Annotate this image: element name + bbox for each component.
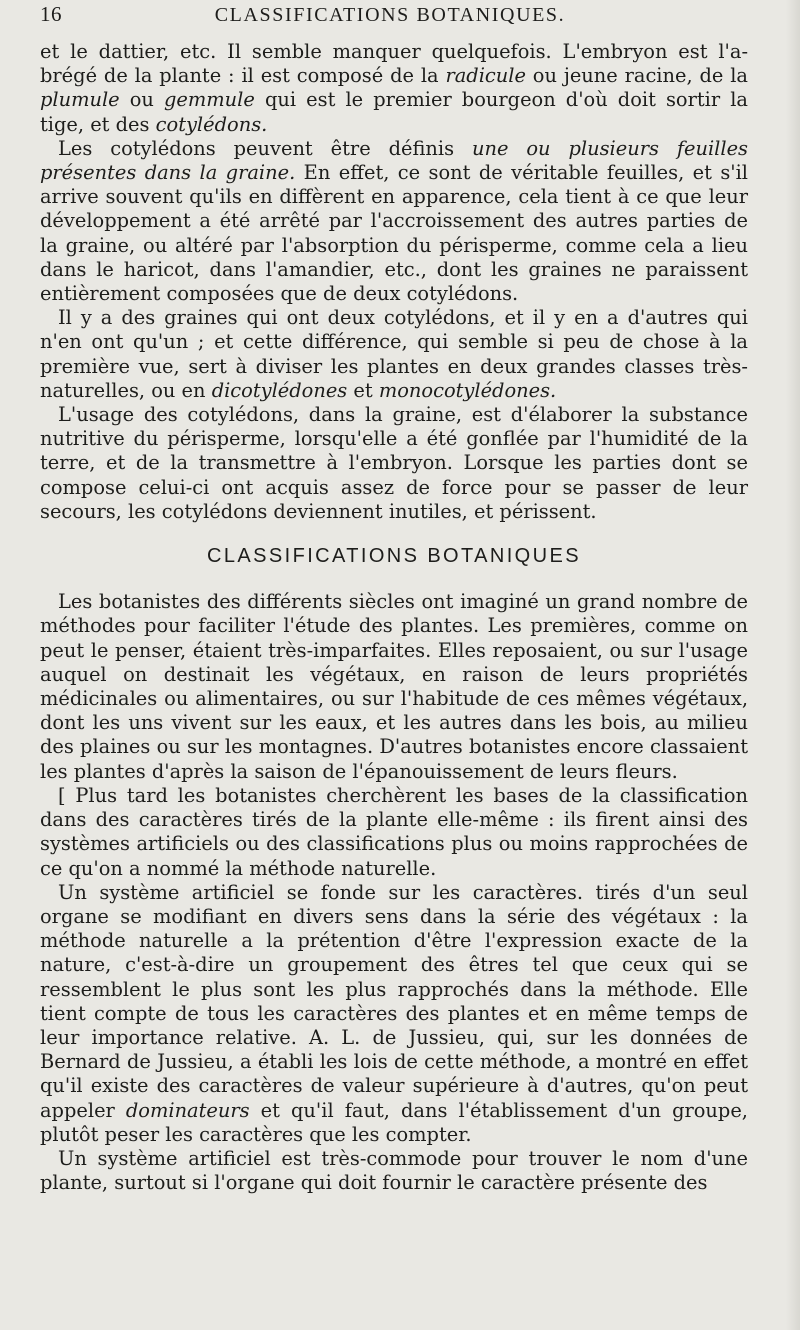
text-run: et le dattier, etc. Il semble manquer quelquefois. L'embryon est l'a-brégé de la plante : il est composé de la — [40, 40, 748, 88]
paragraph — [40, 1147, 748, 1195]
paragraph — [40, 306, 748, 403]
page-header — [40, 0, 740, 40]
paragraph — [40, 403, 748, 524]
paragraph — [40, 137, 748, 306]
italic-term: une ou plusieurs feuilles présentes dans la graine. — [40, 136, 749, 185]
paragraph — [40, 881, 748, 1147]
text-run: Un système artificiel est très-commode pour trouver le nom d'une plante, surtout si l'organe qui doit fournir le caractère présente des — [40, 1146, 748, 1195]
paragraph — [40, 40, 748, 137]
paragraph — [40, 784, 748, 881]
page-edge-shadow — [786, 0, 800, 1330]
text-run: [ Plus tard les botanistes cherchèrent les bases de la classification dans des caractères tirés de la plante elle-même : ils firent ainsi des systèmes artificiels ou des classifications plus ou moins rapprochées de ce qu'on a nommé la méthode naturelle. — [40, 783, 748, 880]
italic-term: dicotylédones — [211, 378, 348, 402]
body-text — [40, 40, 748, 1195]
italic-term: dominateurs — [125, 1098, 250, 1122]
italic-term: plumule — [40, 88, 120, 112]
paragraphs-bottom — [40, 590, 748, 1195]
text-run: Un système artificiel se fonde sur les caractères. tirés d'un seul organe se modifiant en divers sens dans la série des végétaux : la méthode naturelle a la prétention d'être l'expression exacte de la nature, c'est-à-dire un groupement des êtres tel que ceux qui se ressemblent le plus sont les plus rapprochés dans la méthode. Elle tient compte de tous les caractères des plantes et en même temps de leur importance relative. A. L. de Jussieu, qui, sur les données de Bernard de Jussieu, a établi les lois de cette méthode, a montré en effet qu'il existe des caractères de valeur supérieure à d'autres, qu'on peut appeler — [40, 880, 748, 1122]
text-run: ou — [119, 88, 165, 112]
text-run: qui est le premier bourgeon d'où doit sortir la tige, et des — [40, 88, 748, 136]
text-run: ou jeune racine, de la — [525, 64, 748, 88]
paragraphs-top — [40, 40, 748, 524]
italic-term: gemmule — [164, 88, 255, 112]
paragraph — [40, 590, 748, 784]
running-head: CLASSIFICATIONS BOTANIQUES. — [214, 4, 566, 26]
text-run: En effet, ce sont de véritable feuilles, et s'il arrive souvent qu'ils en diffèrent en apparence, cela tient à ce que leur développement a été arrêté par l'accroissement des autres parties de la graine, ou altéré par l'absorption du périsperme, comme cela a lieu dans le haricot, dans l'amandier, etc., dont les graines ne paraissent entièrement composées que de deux cotylédons. — [40, 161, 749, 306]
text-run: Les cotylédons peuvent être définis — [58, 136, 472, 160]
italic-term: radicule — [445, 64, 526, 88]
page-number: 16 — [40, 2, 62, 26]
text-run: Les botanistes des différents siècles ont imaginé un grand nombre de méthodes pour faciliter l'étude des plantes. Les premières, comme on peut le penser, étaient très-imparfaites. Elles reposaient, ou sur l'usage auquel on destinait les végétaux, en raison de leurs propriétés médicinales ou alimentaires, ou sur l'habitude de ces mêmes végétaux, dont les uns vivent sur les eaux, et les autres dans les bois, au milieu des plaines ou sur les montagnes. D'autres botanistes encore classaient les plantes d'après la saison de l'épanouissement de leurs fleurs. — [40, 590, 748, 783]
italic-term: cotylédons. — [155, 112, 268, 136]
text-run: L'usage des cotylédons, dans la graine, est d'élaborer la substance nutritive du périsperme, lorsqu'elle a été gonflée par l'humidité de la terre, et de la transmettre à l'embryon. Lorsque les parties dont se compose celui-ci ont acquis assez de force pour se passer de leur secours, les cotylédons deviennent inutiles, et périssent. — [40, 403, 748, 523]
italic-term: monocotylédones. — [378, 378, 557, 402]
section-title: CLASSIFICATIONS BOTANIQUES — [207, 545, 581, 568]
text-run: et — [347, 378, 379, 402]
text-run: Il y a des graines qui ont deux cotylédons, et il y en a d'autres qui n'en ont qu'un ; et cette différence, qui semble si peu de chose à la première vue, sert à diviser les plantes en deux grandes classes très-naturelles, ou en — [40, 306, 748, 402]
text-run: et qu'il faut, dans l'établissement d'un groupe, plutôt peser les caractères que les compter. — [40, 1098, 748, 1146]
